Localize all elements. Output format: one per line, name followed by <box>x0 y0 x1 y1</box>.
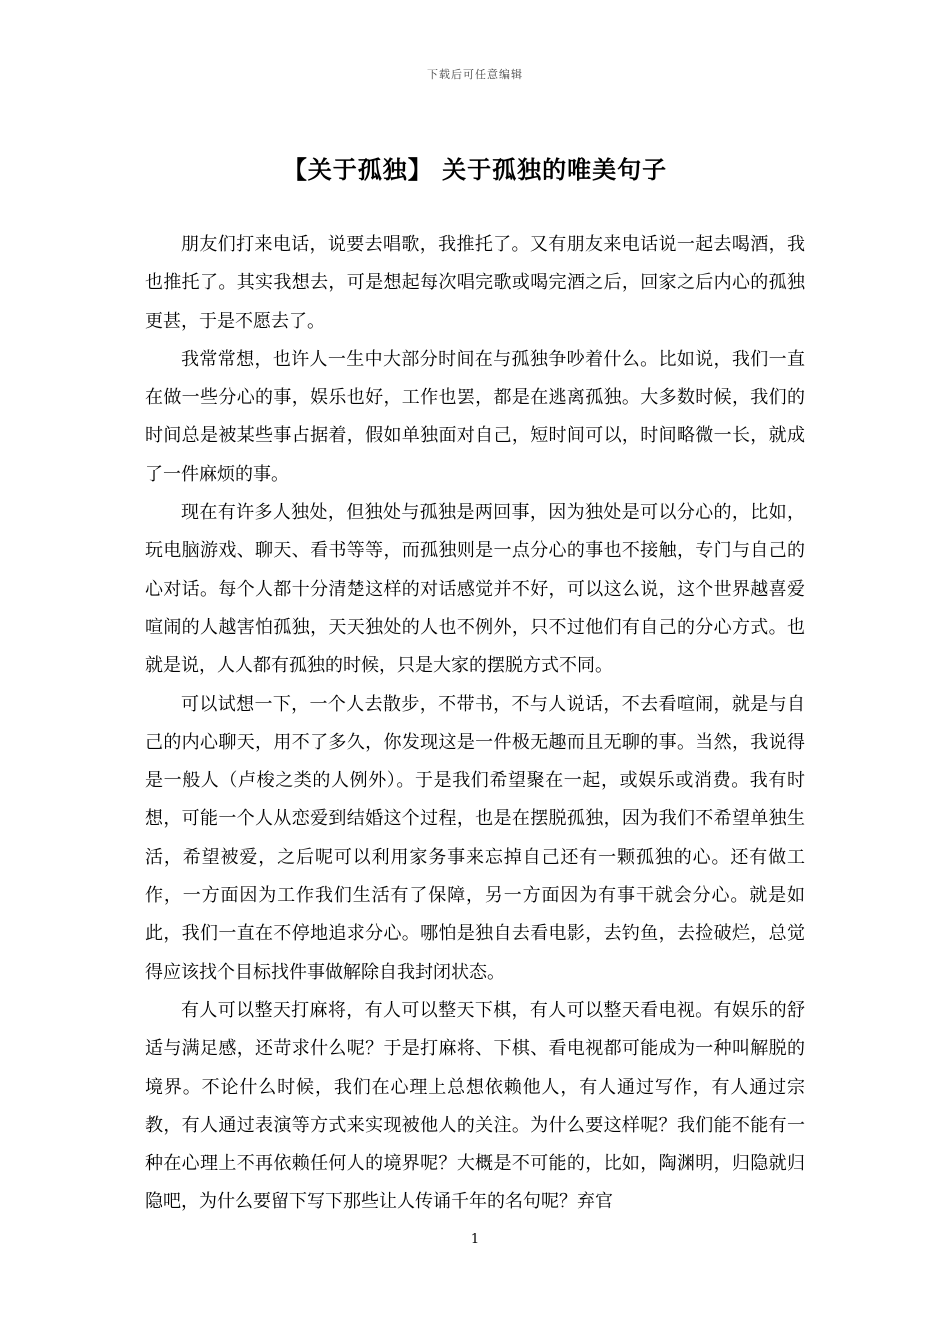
document-title: 【关于孤独】 关于孤独的唯美句子 <box>282 156 668 184</box>
paragraph: 可以试想一下，一个人去散步，不带书，不与人说话，不去看喧闹，就是与自己的内心聊天，用不了多久，你发现这是一件极无趣而且无聊的事。当然，我说得是一般人（卢梭之类的人例外）。于是我们希望聚在一起，或娱乐或消费。我有时想，可能一个人从恋爱到结婚这个过程，也是在摆脱孤独，因为我们不希望单独生活，希望被爱，之后呢可以利用家务事来忘掉自己还有一颗孤独的心。还有做工作，一方面因为工作我们生活有了保障，另一方面因为有事干就会分心。就是如此，我们一直在不停地追求分心。哪怕是独自去看电影，去钓鱼，去捡破烂，总觉得应该找个目标找件事做解除自我封闭状态。 <box>145 693 805 983</box>
paragraph: 朋友们打来电话，说要去唱歌，我推托了。又有朋友来电话说一起去喝酒，我也推托了。其实我想去，可是想起每次唱完歌或喝完酒之后，回家之后内心的孤独更甚，于是不愿去了。 <box>145 234 805 332</box>
paragraph: 有人可以整天打麻将，有人可以整天下棋，有人可以整天看电视。有娱乐的舒适与满足感，还苛求什么呢？于是打麻将、下棋、看电视都可能成为一种叫解脱的境界。不论什么时候，我们在心理上总想依赖他人，有人通过写作，有人通过宗教，有人通过表演等方式来实现被他人的关注。为什么要这样呢？我们能不能有一种在心理上不再依赖任何人的境界呢？大概是不可能的，比如，陶渊明，归隐就归隐吧，为什么要留下写下那些让人传诵千年的名句呢？弃官 <box>145 999 805 1213</box>
paragraph: 现在有许多人独处，但独处与孤独是两回事，因为独处是可以分心的，比如，玩电脑游戏、聊天、看书等等，而孤独则是一点分心的事也不接触，专门与自己的心对话。每个人都十分清楚这样的对话感觉并不好，可以这么说，这个世界越喜爱喧闹的人越害怕孤独，天天独处的人也不例外，只不过他们有自己的分心方式。也就是说，人人都有孤独的时候，只是大家的摆脱方式不同。 <box>145 502 805 677</box>
body-text <box>145 226 805 1222</box>
paragraph: 我常常想，也许人一生中大部分时间在与孤独争吵着什么。比如说，我们一直在做一些分心的事，娱乐也好，工作也罢，都是在逃离孤独。大多数时候，我们的时间总是被某些事占据着，假如单独面对自己，短时间可以，时间略微一长，就成了一件麻烦的事。 <box>145 348 805 485</box>
header-note: 下载后可任意编辑 <box>427 68 523 81</box>
page-number: 1 <box>470 1232 480 1247</box>
